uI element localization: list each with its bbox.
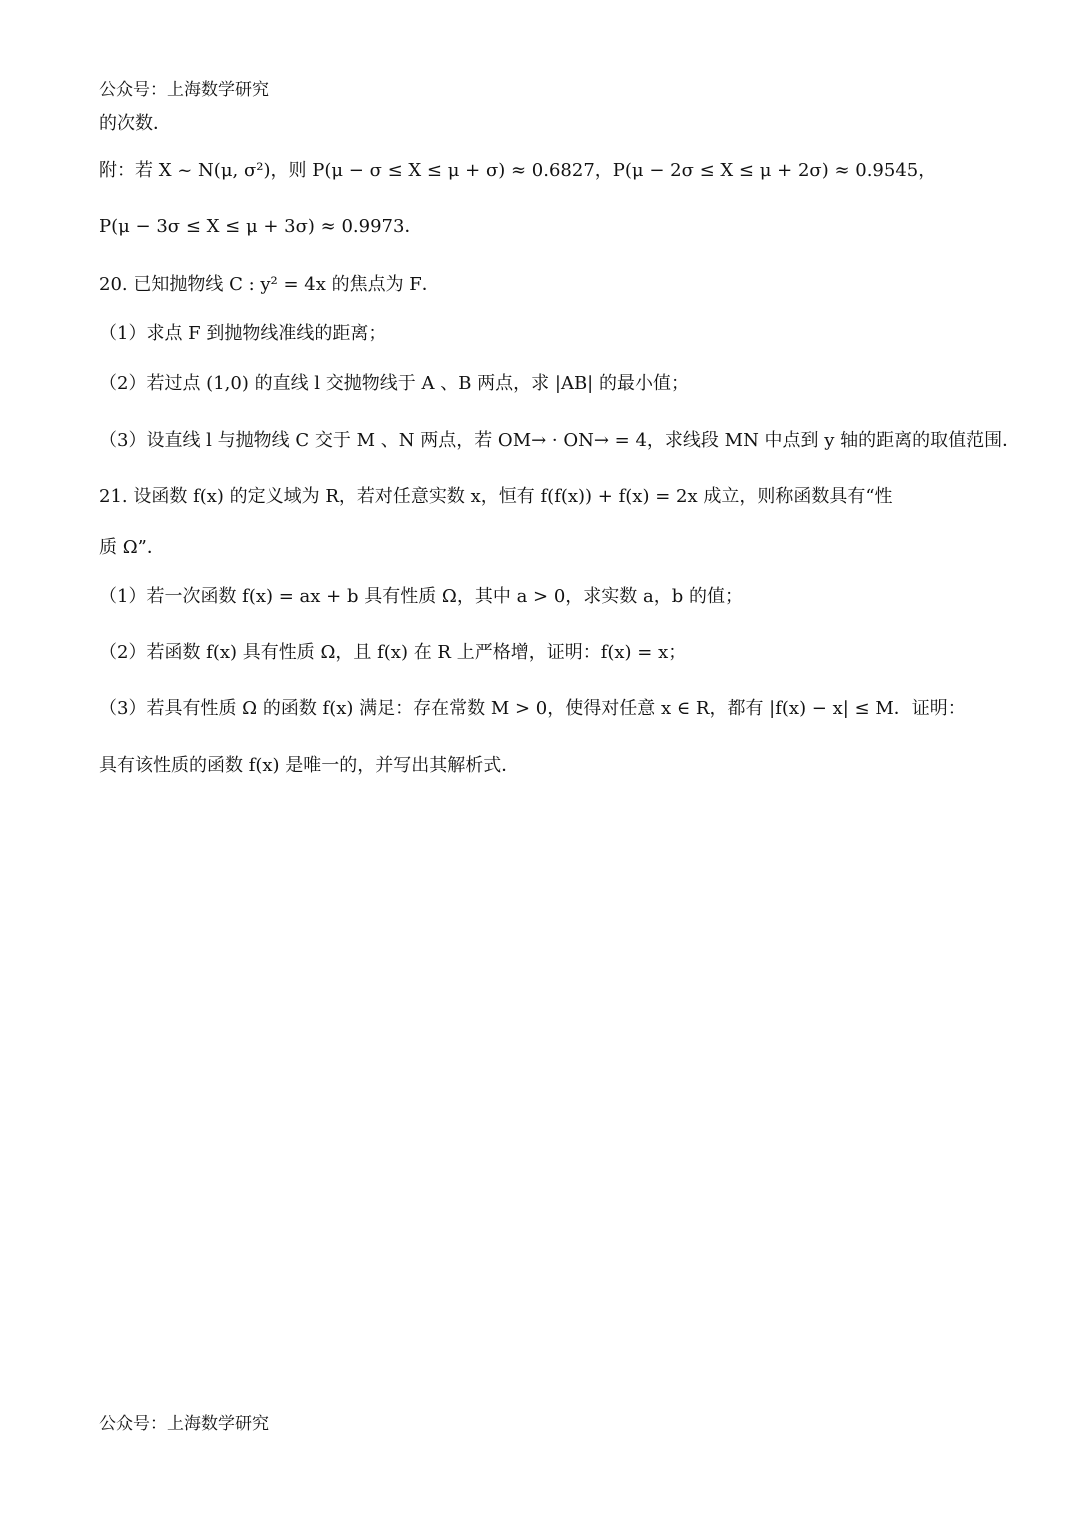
question-20-part-2: （2）若过点 (1,0) 的直线 l 交抛物线于 A 、B 两点，求 |AB| 的最小值； <box>99 373 689 394</box>
question-21-part-2: （2）若函数 f(x) 具有性质 Ω，且 f(x) 在 R 上严格增，证明：f(x) = x； <box>99 642 687 663</box>
page-footer: 公众号：上海数学研究 <box>99 1414 269 1434</box>
question-20-part-1: （1）求点 F 到抛物线准线的距离； <box>99 323 387 344</box>
text-line: 具有该性质的函数 f(x) 是唯一的，并写出其解析式． <box>99 755 520 776</box>
page-header: 公众号：上海数学研究 <box>99 80 269 100</box>
text-line: P(μ − 3σ ≤ X ≤ μ + 3σ) ≈ 0.9973． <box>99 216 423 237</box>
question-21-part-1: （1）若一次函数 f(x) = ax + b 具有性质 Ω，其中 a > 0，求实数 a，b 的值； <box>99 586 743 607</box>
question-21-title: 21. 设函数 f(x) 的定义域为 R，若对任意实数 x，恒有 f(f(x)) + f(x) = 2x 成立，则称函数具有“性 <box>99 486 893 507</box>
question-20-title: 20. 已知抛物线 C : y² = 4x 的焦点为 F． <box>99 274 440 295</box>
text-line: 附：若 X ~ N(μ, σ²)，则 P(μ − σ ≤ X ≤ μ + σ) ≈ 0.6827，P(μ − 2σ ≤ X ≤ μ + 2σ) ≈ 0.9545， <box>99 160 937 181</box>
text-line: 质 Ω”． <box>99 537 165 558</box>
text-line: 的次数． <box>99 113 171 134</box>
question-21-part-3: （3）若具有性质 Ω 的函数 f(x) 满足：存在常数 M > 0，使得对任意 x ∈ R，都有 |f(x) − x| ≤ M．证明： <box>99 698 966 719</box>
question-20-part-3: （3）设直线 l 与抛物线 C 交于 M 、N 两点，若 OM→ · ON→ = 4，求线段 MN 中点到 y 轴的距离的取值范围． <box>99 430 1021 451</box>
